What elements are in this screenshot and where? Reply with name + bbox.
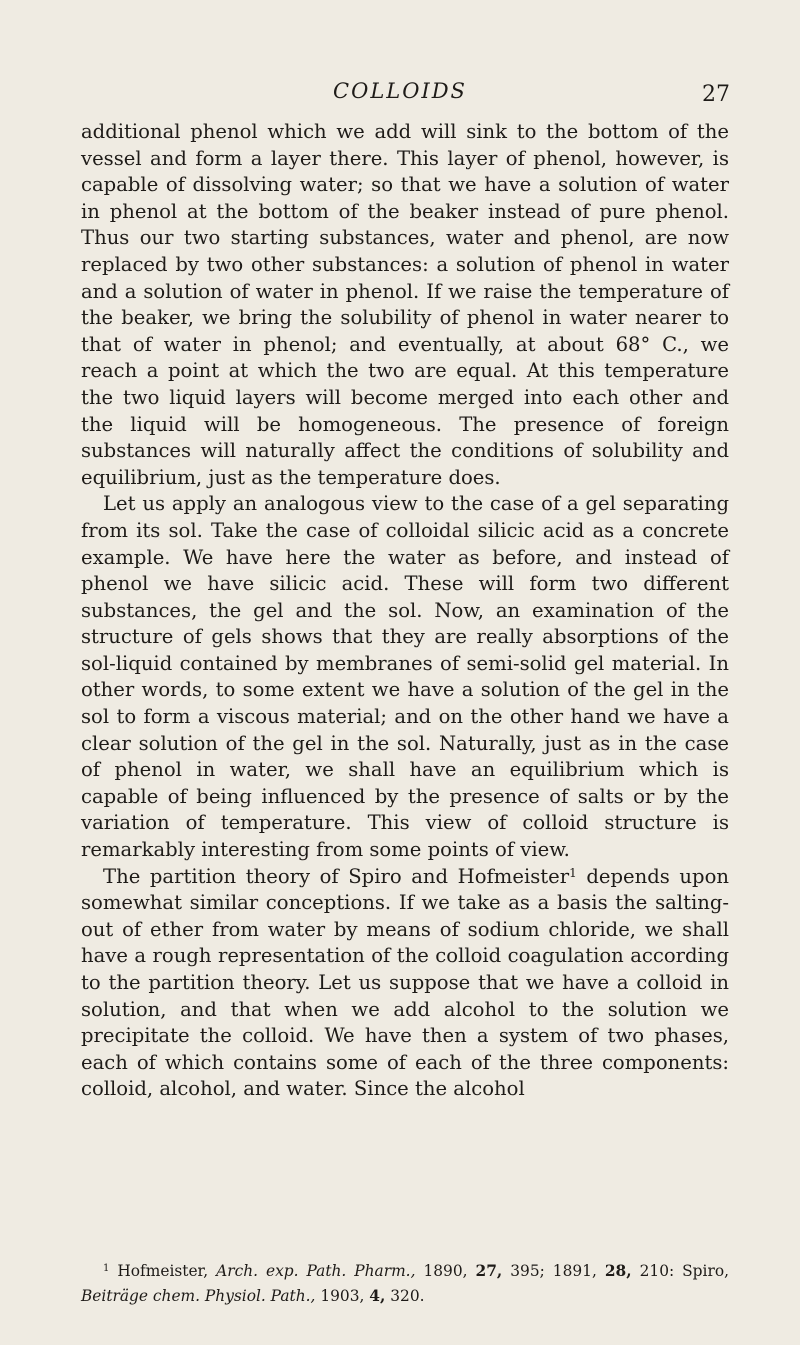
- page-number: 27: [702, 82, 730, 107]
- running-title: COLLOIDS: [333, 79, 467, 103]
- paragraph-gel-sol: Let us apply an analogous view to the case of a gel separating from its sol. Take the case of colloidal silicic acid as a concrete example. We have here the water as before, and instead of phenol we have silicic acid. These will form two different substances, the gel and the sol. Now, an examination of the structure of gels shows that they are really absorptions of the sol-liquid contained by membranes of semi-solid gel material. In other words, to some extent we have a solution of the gel in the sol to form a viscous material; and on the other hand we have a clear solution of the gel in the sol. Naturally, just as in the case of phenol in water, we shall have an equilibrium which is capable of being influenced by the presence of salts or by the variation of temperature. This view of colloid structure is remarkably interesting from some points of view.: [81, 492, 729, 862]
- paragraph-phenol-solubility: additional phenol which we add will sink to the bottom of the vessel and form a layer there. This layer of phenol, however, is capable of dissolving water; so that we have a solution of water in phenol at the bottom of the beaker instead of pure phenol. Thus our two starting substances, water and phenol, are now replaced by two other substances: a solution of phenol in water and a solution of water in phenol. If we raise the temperature of the beaker, we bring the solubility of phenol in water nearer to that of water in phenol; and eventually, at about 68° C., we reach a point at which the two are equal. At this temperature the two liquid layers will become merged into each other and the liquid will be homogeneous. The presence of foreign substances will naturally affect the conditions of solubility and equilibrium, just as the temperature does.: [81, 120, 729, 489]
- running-header: [0, 76, 800, 106]
- footnote-year-2: 1903,: [320, 1286, 365, 1305]
- footnote-pages-3: 320.: [390, 1286, 425, 1305]
- footnote-year-1: 1890,: [423, 1262, 468, 1280]
- paragraph-partition-theory: [81, 864, 729, 1103]
- footnote-reference: 1: [569, 865, 577, 880]
- footnote-journal-1: Arch. exp. Path. Pharm.,: [216, 1262, 416, 1280]
- body-text: [81, 119, 729, 1103]
- footnote-journal-2: Beiträge chem. Physiol. Path.,: [81, 1286, 316, 1305]
- footnote: [81, 1259, 729, 1308]
- footnote-volume-3: 4,: [369, 1286, 386, 1305]
- paragraph-text-start: The partition theory of Spiro and Hofmeister: [103, 864, 570, 888]
- footnote-author-1: Hofmeister,: [117, 1262, 209, 1280]
- footnote-volume-1: 27,: [475, 1262, 503, 1280]
- paragraph-text-end: depends upon somewhat similar conceptions. If we take as a basis the salting-out of ether from water by means of sodium chloride, we shall have a rough representation of the colloid coagulation according to the partition theory. Let us suppose that we have a colloid in solution, and that when we add alcohol to the solution we precipitate the colloid. We have then a system of two phases, each of which contains some of each of the three components: colloid, alcohol, and water. Since the alcohol: [81, 864, 729, 1101]
- footnote-pages-1: 395; 1891,: [510, 1262, 597, 1280]
- footnote-pages-2: 210: Spiro,: [639, 1262, 729, 1280]
- footnote-volume-2: 28,: [604, 1262, 632, 1280]
- footnote-mark: 1: [103, 1263, 110, 1274]
